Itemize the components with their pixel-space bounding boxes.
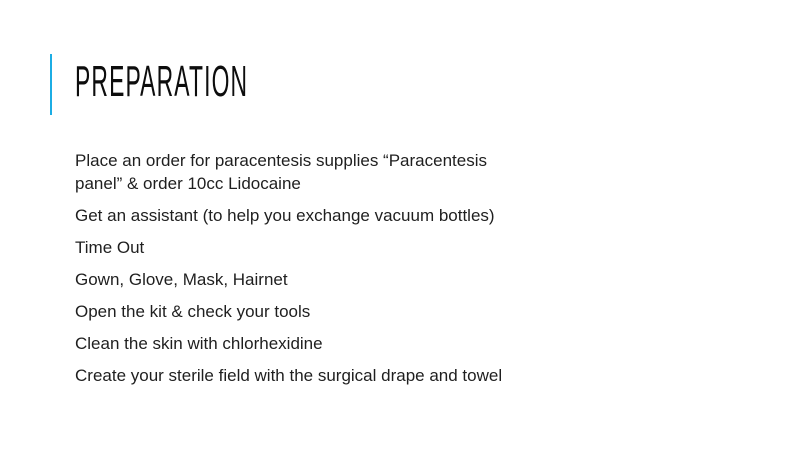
- list-item: Time Out: [75, 238, 145, 257]
- list-item: Open the kit & check your tools: [75, 302, 311, 321]
- bullet-list: [75, 149, 520, 396]
- list-item: Get an assistant (to help you exchange vacuum bottles): [75, 206, 495, 225]
- slide-title: PREPARATION: [75, 57, 249, 106]
- list-item: Create your sterile field with the surgical drape and towel: [75, 366, 503, 385]
- list-item: Gown, Glove, Mask, Hairnet: [75, 270, 288, 289]
- list-item: Place an order for paracentesis supplies “Paracentesis panel” & order 10cc Lidocaine: [75, 151, 487, 193]
- title-accent-bar: [50, 54, 52, 115]
- list-item: Clean the skin with chlorhexidine: [75, 334, 323, 353]
